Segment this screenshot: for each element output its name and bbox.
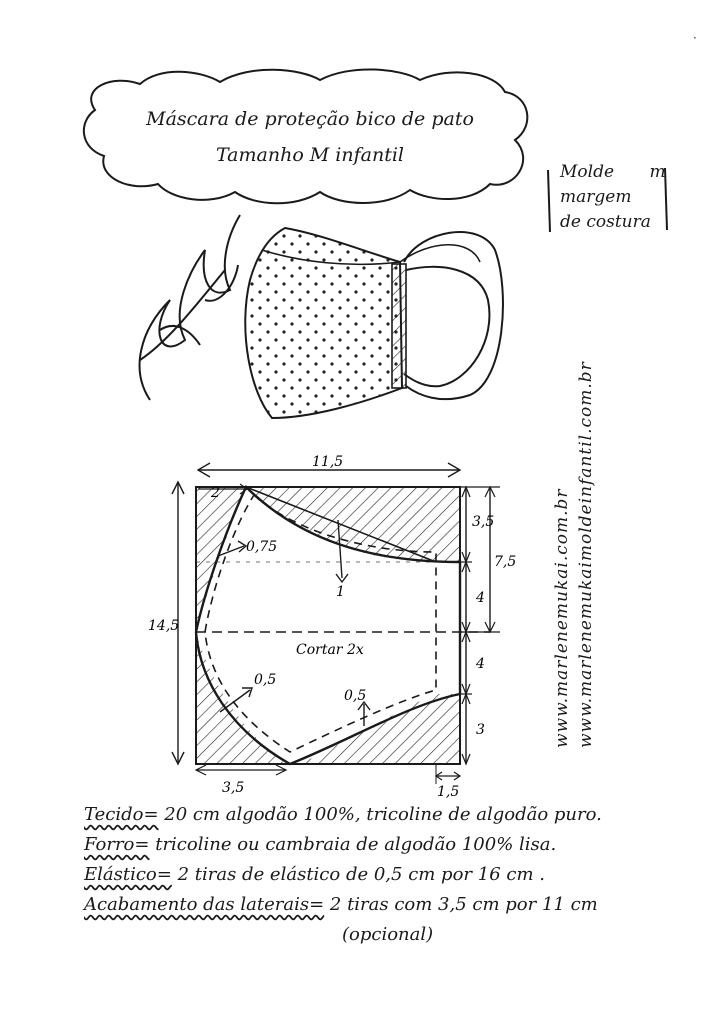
width-label: 11,5 <box>312 454 344 470</box>
bottom-right-label: 1,5 <box>437 784 460 800</box>
note-opcional: (opcional) <box>342 924 434 945</box>
ear-loop-outer <box>404 232 503 399</box>
right-seg-1-label: 3,5 <box>472 514 495 530</box>
signature <box>140 215 240 400</box>
hatch-top-left <box>196 487 246 632</box>
title-line-1: Máscara de proteção bico de pato <box>146 108 474 130</box>
mask-body <box>245 228 402 418</box>
note-tecido: Tecido= 20 cm algodão 100%, tricoline de algodão puro. <box>84 804 602 825</box>
cut-label: Cortar 2x <box>296 642 364 658</box>
hatch-bottom-left <box>196 632 286 764</box>
molde-note-line-2: margem <box>560 187 632 207</box>
right-total-label: 7,5 <box>494 554 517 570</box>
pattern-piece <box>172 463 500 784</box>
title-line-2: Tamanho M infantil <box>215 144 404 166</box>
mask-illustration <box>245 228 503 418</box>
molde-note-line-1: Molde m <box>560 162 666 182</box>
right-seg-3-label: 4 <box>476 656 485 672</box>
hatch-bottom-right <box>300 694 460 764</box>
website-2: www.marlenemukaimoldeinfantil.com.br <box>576 361 596 748</box>
molde-note <box>548 160 668 235</box>
bottom-left-label: 3,5 <box>222 780 245 796</box>
note-forro: Forro= tricoline ou cambraia de algodão 100% lisa. <box>84 834 557 855</box>
height-label: 14,5 <box>148 618 180 634</box>
molde-note-line-3: de costura <box>560 212 651 232</box>
curve-top-label: 0,75 <box>246 539 278 555</box>
right-seg-2-label: 4 <box>476 590 485 606</box>
note-acabamento: Acabamento das laterais= 2 tiras com 3,5 cm por 11 cm <box>84 894 598 915</box>
title-cloud <box>84 69 527 203</box>
curve-bottom-label: 0,5 <box>254 672 277 688</box>
material-notes <box>84 804 704 954</box>
dart-label: 1 <box>336 584 345 600</box>
curve-bottom-right-label: 0,5 <box>344 688 367 704</box>
hatch-top <box>246 487 460 562</box>
mask-side-band <box>392 264 406 388</box>
ear-loop-inner <box>404 267 489 387</box>
top-left-label: 2 <box>211 485 220 501</box>
corner-mark: · <box>693 31 697 45</box>
molde-note-mark: m <box>649 162 666 182</box>
right-seg-4-label: 3 <box>476 722 485 738</box>
website-1: www.marlenemukai.com.br <box>552 488 572 748</box>
note-elastico: Elástico= 2 tiras de elástico de 0,5 cm por 16 cm . <box>84 864 545 885</box>
